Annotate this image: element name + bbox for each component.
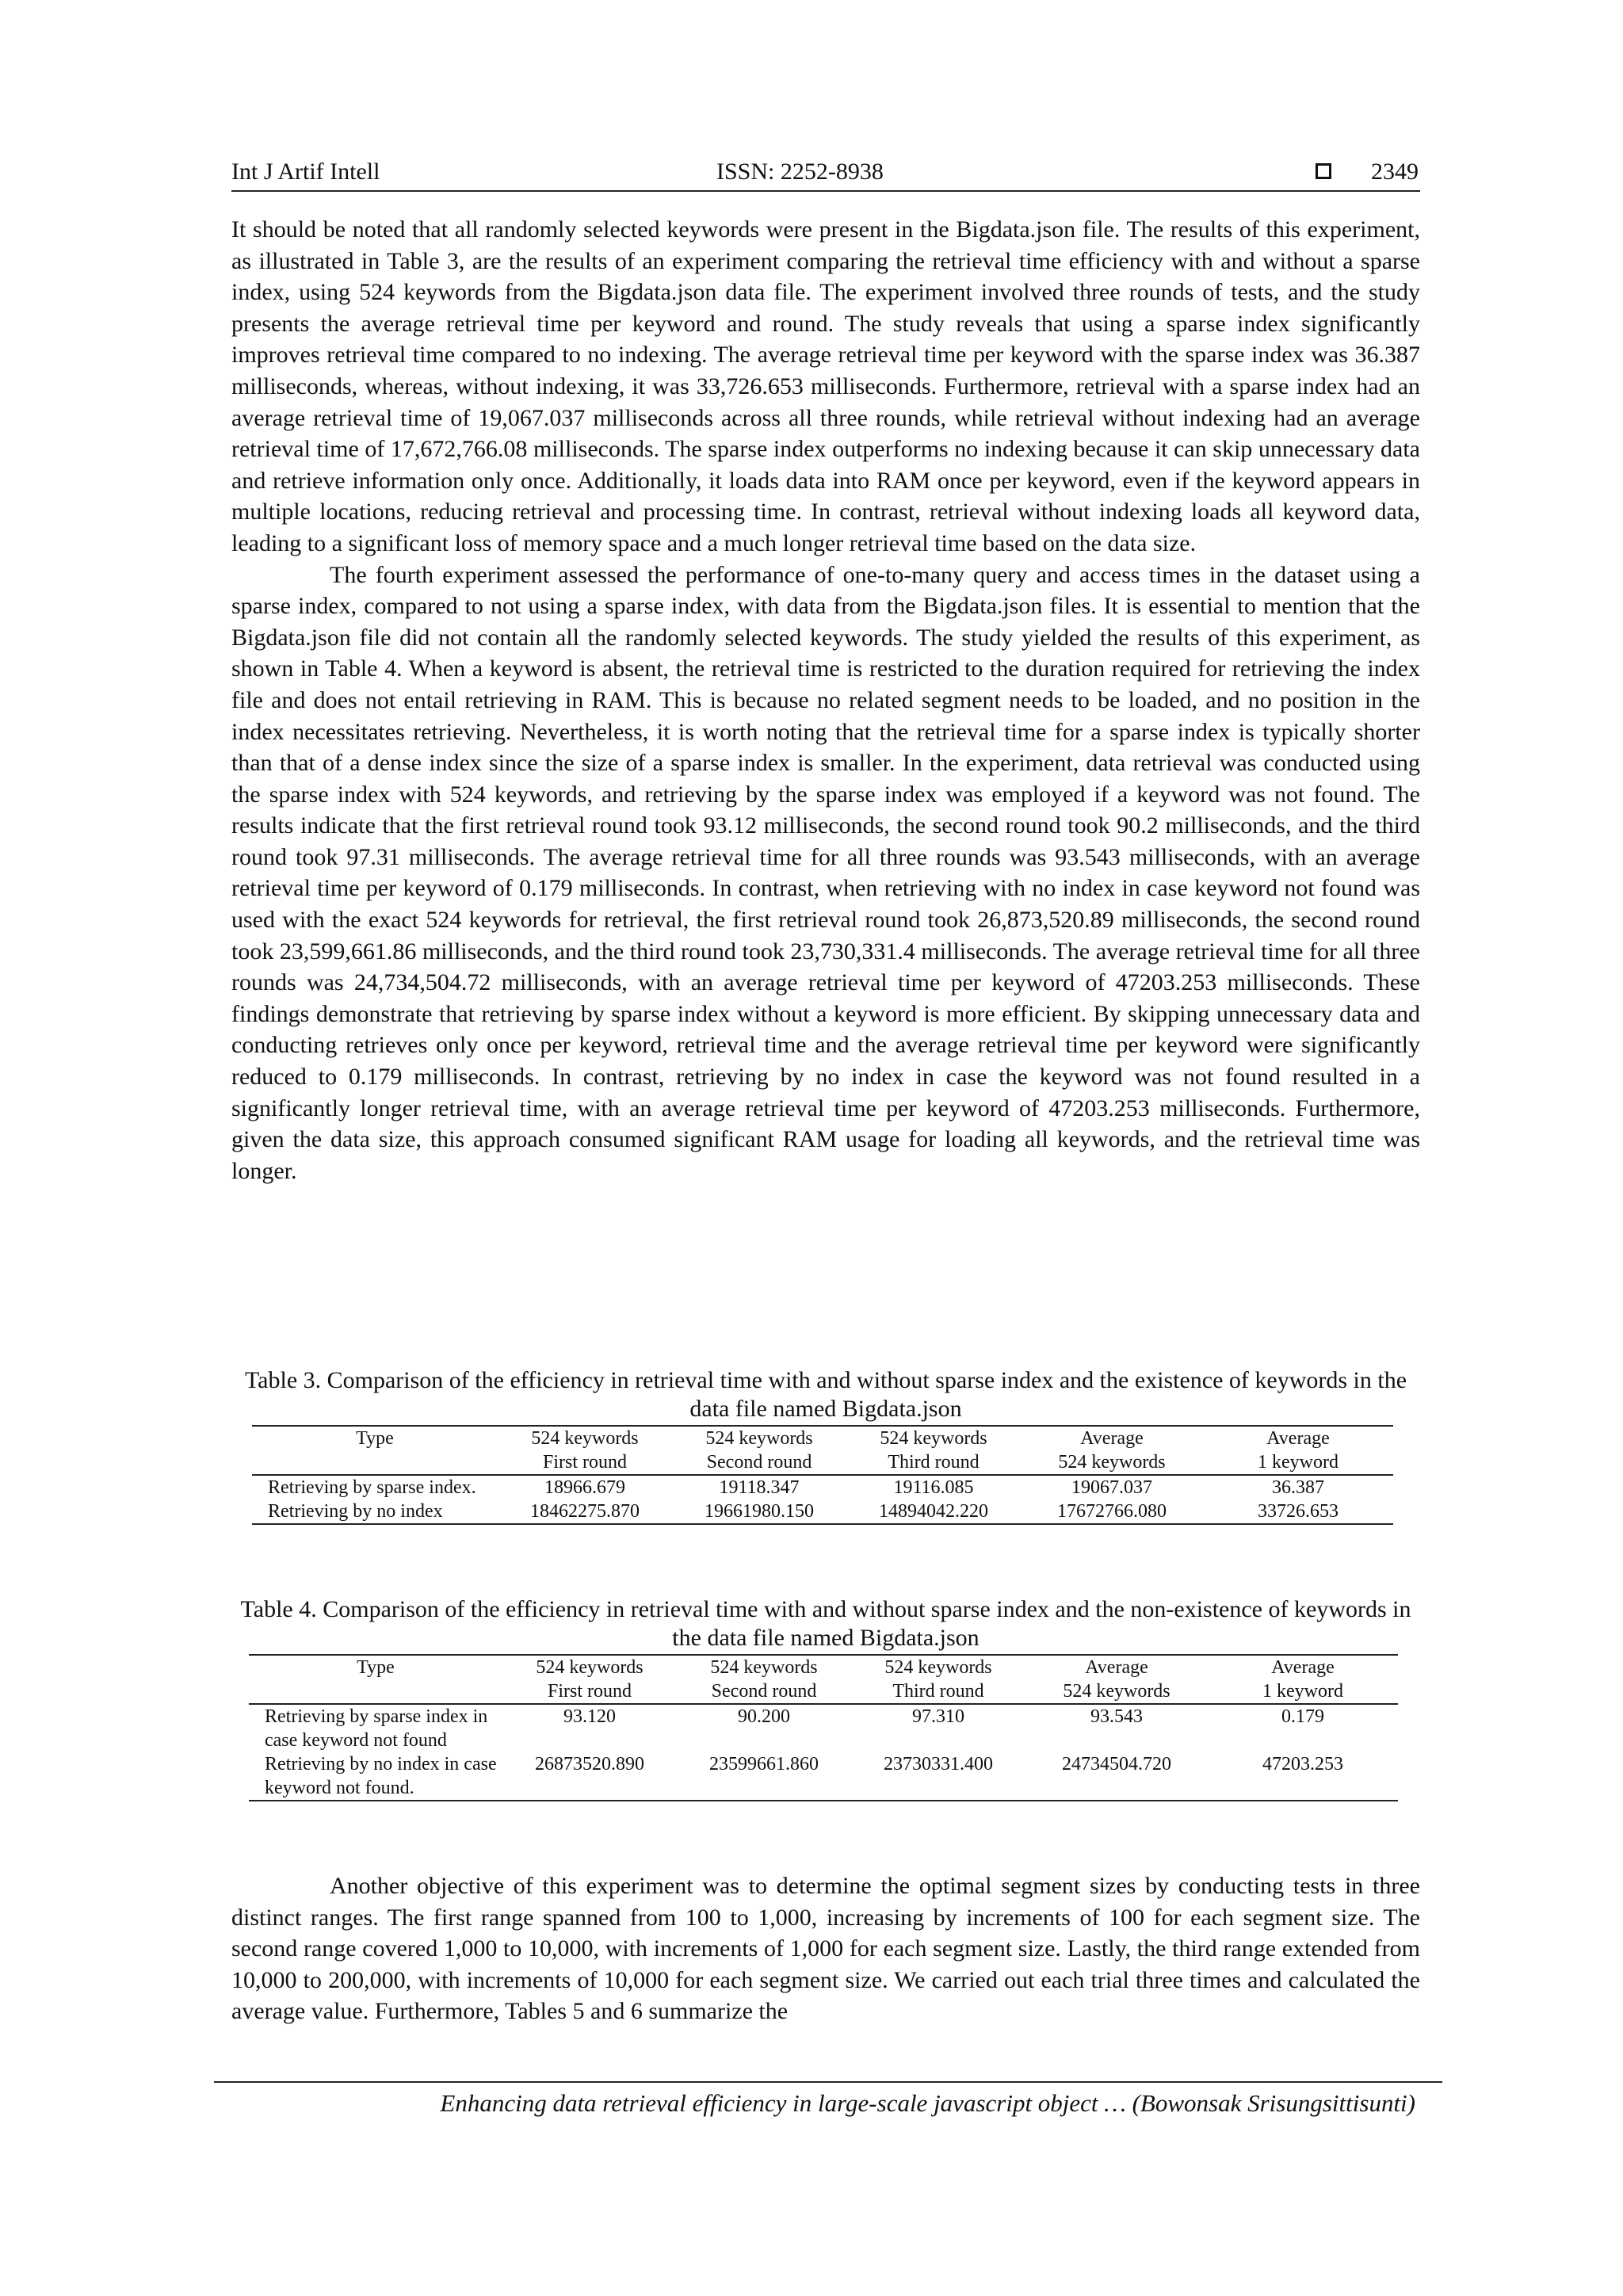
table-cell: 33726.653 [1203,1499,1393,1524]
table-cell: 0.179 [1281,1706,1324,1727]
table-header: First round [498,1450,672,1475]
table-cell: 36.387 [1272,1477,1324,1498]
table-cell: 93.543 [1090,1706,1143,1727]
table-cell: 97.310 [912,1706,964,1727]
table-cell: 93.120 [563,1706,616,1727]
table-header: 524 keywords [1021,1450,1203,1475]
table-cell: 19661980.150 [672,1499,846,1524]
paragraph-2: The fourth experiment assessed the performance of one-to-many query and access times in the dataset using a sparse index, compared to not using a sparse index, with data from the Bigdata.json files. It is essential to mention that the Bigdata.json file did not contain all the randomly selected keywords. The study yielded the results of this experiment, as shown in Table 4. When a keyword is absent, the retrieval time is restricted to the duration required for retrieving the index file and does not entail retrieving in RAM. This is because no related segment needs to be loaded, and no position in the index necessitates retrieving. Nevertheless, it is worth noting that the retrieval time for a sparse index is typically shorter than that of a dense index since the size of a sparse index is smaller. In the experiment, data retrieval was conducted using the sparse index with 524 keywords, and retrieving by the sparse index was employed if a keyword was not found. The results indicate that the first retrieval round took 93.12 milliseconds, the second round took 90.2 milliseconds, and the third round took 97.31 milliseconds. The average retrieval time for all three rounds was 93.543 milliseconds, with an average retrieval time per keyword of 0.179 milliseconds. In contrast, when retrieving with no index in case keyword not found was used with the exact 524 keywords for retrieval, the first retrieval round took 26,873,520.89 milliseconds, the second round took 23,599,661.86 milliseconds, and the third round took 23,730,331.4 milliseconds. The average retrieval time for all three rounds was 24,734,504.72 milliseconds, with an average retrieval time per keyword of 47203.253 milliseconds. These findings demonstrate that retrieving by sparse index without a keyword is more efficient. By skipping unnecessary data and conducting retrieves only once per keyword, retrieval time and the average retrieval time per keyword were significantly reduced to 0.179 milliseconds. In contrast, retrieving by no index in case the keyword was not found resulted in a significantly longer retrieval time, with an average retrieval time per keyword of 47203.253 milliseconds. Furthermore, given the data size, this approach consumed significant RAM usage for loading all keywords, and the retrieval time was longer. [231,561,1420,1184]
table-cell: Retrieving by no index in case keyword not found. [249,1752,502,1801]
table-header: Average [1021,1426,1203,1450]
table-cell: 23599661.860 [677,1752,851,1801]
table-cell: 23730331.400 [851,1752,1025,1801]
paragraph-3: Another objective of this experiment was to determine the optimal segment sizes by conducting tests in three distinct ranges. The first range spanned from 100 to 1,000, increasing by increments of 100 for each segment size. The second range covered 1,000 to 10,000, with increments of 1,000 for each segment size. Lastly, the third range extended from 10,000 to 200,000, with increments of 10,000 for each segment size. We carried out each trial three times and calculated the average value. Furthermore, Tables 5 and 6 summarize the [231,1873,1420,2025]
table-3-caption: Table 3. Comparison of the efficiency in retrieval time with and without sparse index and the existence of keywords in the data file named Bigdata.json [244,1367,1407,1422]
table-cell: 47203.253 [1208,1752,1398,1801]
table-4 [249,1654,1398,1801]
table-header: Third round [851,1679,1025,1704]
table-header: Average [1203,1426,1393,1450]
table-header: Second round [677,1679,851,1704]
page-header [231,155,1420,192]
table-header: Second round [672,1450,846,1475]
table-header: 1 keyword [1203,1450,1393,1475]
table-header: Average [1025,1655,1208,1679]
table-header [252,1450,498,1475]
table-header: First round [502,1679,677,1704]
table-cell: 24734504.720 [1025,1752,1208,1801]
body-text-upper [231,214,1420,1186]
table-row [249,1752,1398,1801]
issn: ISSN: 2252-8938 [716,159,884,185]
table-cell: 26873520.890 [502,1752,677,1801]
table-header: Type [252,1426,498,1450]
table-cell: 18966.679 [544,1477,625,1498]
table-cell: 14894042.220 [846,1499,1021,1524]
table-cell: 17672766.080 [1021,1499,1203,1524]
body-text-lower [231,1870,1420,2027]
table-cell: Retrieving by sparse index in case keyword not found [265,1706,488,1751]
table-cell: Retrieving by no index [252,1499,498,1524]
table-header: 524 keywords [851,1655,1025,1679]
table-row [249,1704,1398,1752]
table-header: 524 keywords [846,1426,1021,1450]
table-cell: 90.200 [738,1706,790,1727]
table-4-caption: Table 4. Comparison of the efficiency in retrieval time with and without sparse index and the non-existence of keywords in the data file named Bigdata.json [240,1596,1411,1651]
table-header: 524 keywords [498,1426,672,1450]
table-header: Average [1208,1655,1398,1679]
table-cell: 19067.037 [1071,1477,1152,1498]
table-cell: Retrieving by sparse index. [268,1477,476,1498]
table-3 [252,1425,1393,1525]
table-header: 524 keywords [677,1655,851,1679]
table-header: 524 keywords [502,1655,677,1679]
table-header: 1 keyword [1208,1679,1398,1704]
page-number: 2349 [1371,159,1419,185]
table-row [252,1475,1393,1499]
square-bullet-icon [1316,163,1331,179]
footer-rule [214,2081,1442,2083]
table-header [249,1679,502,1704]
table-cell: 19118.347 [719,1477,800,1498]
table-cell: 18462275.870 [498,1499,672,1524]
running-title: Enhancing data retrieval efficiency in large-scale javascript object … (Bowonsak Srisungsittisunti) [440,2089,1415,2117]
table-header: 524 keywords [672,1426,846,1450]
table-header: Type [249,1655,502,1679]
table-header: Third round [846,1450,1021,1475]
journal-name: Int J Artif Intell [231,159,380,185]
table-row [252,1499,1393,1524]
paragraph-1: It should be noted that all randomly selected keywords were present in the Bigdata.json file. The results of this experiment, as illustrated in Table 3, are the results of an experiment comparing the retrieval time efficiency with and without a sparse index, using 524 keywords from the Bigdata.json data file. The experiment involved three rounds of tests, and the study presents the average retrieval time per keyword and round. The study reveals that using a sparse index significantly improves retrieval time compared to no indexing. The average retrieval time per keyword with the sparse index was 36.387 milliseconds, whereas, without indexing, it was 33,726.653 milliseconds. Furthermore, retrieval with a sparse index had an average retrieval time of 19,067.037 milliseconds across all three rounds, while retrieval without indexing had an average retrieval time of 17,672,766.08 milliseconds. The sparse index outperforms no indexing because it can skip unnecessary data and retrieve information only once. Additionally, it loads data into RAM once per keyword, even if the keyword appears in multiple locations, reducing retrieval and processing time. In contrast, retrieval without indexing loads all keyword data, leading to a significant loss of memory space and a much longer retrieval time based on the data size. [231,216,1420,556]
table-header: 524 keywords [1025,1679,1208,1704]
table-cell: 19116.085 [893,1477,974,1498]
